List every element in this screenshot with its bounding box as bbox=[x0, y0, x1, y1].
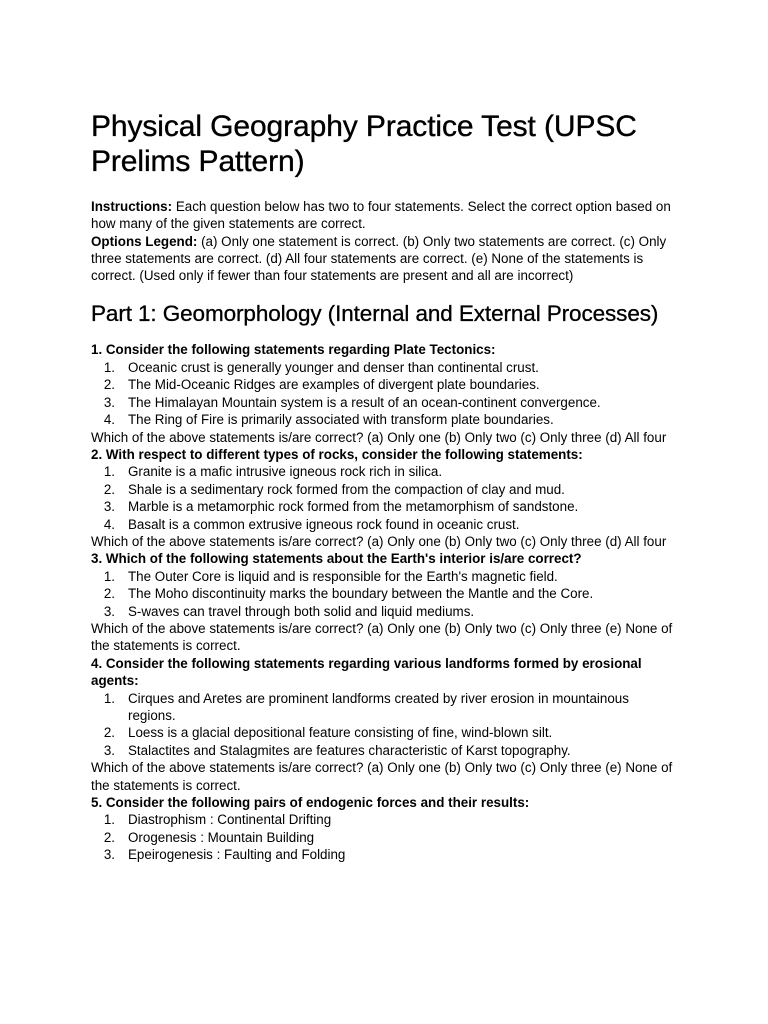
options-legend-text: (a) Only one statement is correct. (b) Only two statements are correct. (c) Only three statements are correct. (d) All four statements are correct. (e) None of the statements is correct. (Used only if fewer than four statements are present and all are incorrect) bbox=[91, 233, 667, 284]
statement-number: 3. bbox=[103, 742, 115, 758]
question-heading: 4. Consider the following statements regarding various landforms formed by erosional agents: bbox=[91, 655, 642, 689]
question-heading: 2. With respect to different types of rocks, consider the following statements: bbox=[91, 446, 583, 462]
statement-number-cell bbox=[91, 516, 128, 533]
statement-list bbox=[91, 463, 678, 533]
statement-number-cell bbox=[91, 481, 128, 498]
statement-item bbox=[91, 463, 678, 480]
instructions-paragraph bbox=[91, 198, 678, 233]
question-block bbox=[91, 550, 678, 654]
statement-text: Orogenesis : Mountain Building bbox=[128, 829, 315, 845]
statement-number: 1. bbox=[103, 812, 115, 828]
statement-item bbox=[91, 568, 678, 585]
statement-text: Cirques and Aretes are prominent landforms created by river erosion in mountainous regions. bbox=[128, 690, 629, 724]
statement-item bbox=[91, 516, 678, 533]
statement-number-cell bbox=[91, 394, 128, 411]
statement-number-cell bbox=[91, 498, 128, 515]
section-title: Part 1: Geomorphology (Internal and External Processes) bbox=[91, 301, 659, 327]
statement-item bbox=[91, 359, 678, 376]
question-block bbox=[91, 655, 678, 794]
statement-text: The Moho discontinuity marks the boundary between the Mantle and the Core. bbox=[128, 586, 594, 602]
statement-number-cell bbox=[91, 359, 128, 376]
statement-text: S-waves can travel through both solid and liquid mediums. bbox=[128, 603, 475, 619]
statement-item bbox=[91, 603, 678, 620]
statement-number: 1. bbox=[103, 359, 115, 375]
instructions-text: Each question below has two to four statements. Select the correct option based on how many of the given statements are correct. bbox=[91, 199, 671, 232]
statement-item bbox=[91, 829, 678, 846]
statement-number: 1. bbox=[103, 464, 115, 480]
statement-number-cell bbox=[91, 690, 128, 707]
question-options-line: Which of the above statements is/are correct? (a) Only one (b) Only two (c) Only three (e) None of the statements is correct. bbox=[91, 620, 673, 654]
statement-text: Granite is a mafic intrusive igneous rock rich in silica. bbox=[128, 464, 443, 480]
statement-text: Diastrophism : Continental Drifting bbox=[128, 812, 332, 828]
options-legend-label: Options Legend: bbox=[91, 233, 198, 249]
statement-text: The Ring of Fire is primarily associated with transform plate boundaries. bbox=[128, 412, 554, 428]
statement-number: 3. bbox=[103, 394, 115, 410]
statement-number: 4. bbox=[103, 516, 115, 532]
statement-text: The Outer Core is liquid and is responsible for the Earth's magnetic field. bbox=[128, 568, 558, 584]
statement-list bbox=[91, 568, 678, 620]
question-list bbox=[91, 341, 678, 863]
statement-text: Stalactites and Stalagmites are features characteristic of Karst topography. bbox=[128, 742, 571, 758]
statement-number: 2. bbox=[103, 725, 115, 741]
statement-number-cell bbox=[91, 829, 128, 846]
statement-item bbox=[91, 498, 678, 515]
statement-number-cell bbox=[91, 724, 128, 741]
statement-item bbox=[91, 481, 678, 498]
intro-block bbox=[91, 198, 678, 284]
statement-list bbox=[91, 811, 678, 863]
statement-number: 2. bbox=[103, 481, 115, 497]
question-options-line: Which of the above statements is/are correct? (a) Only one (b) Only two (c) Only three (e) None of the statements is correct. bbox=[91, 760, 673, 793]
statement-item bbox=[91, 411, 678, 428]
statement-number: 2. bbox=[103, 829, 115, 845]
statement-number-cell bbox=[91, 411, 128, 428]
statement-item bbox=[91, 742, 678, 759]
page-title: Physical Geography Practice Test (UPSC Prelims Pattern) bbox=[91, 110, 637, 178]
statement-item bbox=[91, 376, 678, 393]
statement-text: Epeirogenesis : Faulting and Folding bbox=[128, 847, 346, 863]
statement-number-cell bbox=[91, 585, 128, 602]
statement-number: 3. bbox=[103, 847, 115, 863]
statement-number-cell bbox=[91, 742, 128, 759]
statement-item bbox=[91, 585, 678, 602]
statement-text: Marble is a metamorphic rock formed from the metamorphism of sandstone. bbox=[128, 499, 579, 515]
question-block bbox=[91, 794, 678, 864]
statement-item bbox=[91, 846, 678, 863]
statement-item bbox=[91, 811, 678, 828]
statement-item bbox=[91, 724, 678, 741]
statement-text: Basalt is a common extrusive igneous rock found in oceanic crust. bbox=[128, 516, 520, 532]
statement-number: 3. bbox=[103, 603, 115, 619]
question-options-line: Which of the above statements is/are correct? (a) Only one (b) Only two (c) Only three (d) All four bbox=[91, 429, 667, 445]
question-options-line: Which of the above statements is/are correct? (a) Only one (b) Only two (c) Only three (d) All four bbox=[91, 533, 667, 549]
statement-number: 2. bbox=[103, 377, 115, 393]
statement-text: Loess is a glacial depositional feature consisting of fine, wind-blown silt. bbox=[128, 725, 553, 741]
statement-number: 1. bbox=[103, 568, 115, 584]
question-heading: 3. Which of the following statements about the Earth's interior is/are correct? bbox=[91, 551, 582, 567]
statement-number: 2. bbox=[103, 586, 115, 602]
statement-number-cell bbox=[91, 376, 128, 393]
statement-number-cell bbox=[91, 846, 128, 863]
statement-list bbox=[91, 690, 678, 760]
question-block bbox=[91, 341, 678, 445]
options-legend-paragraph bbox=[91, 233, 678, 285]
statement-number-cell bbox=[91, 568, 128, 585]
statement-text: Oceanic crust is generally younger and denser than continental crust. bbox=[128, 359, 539, 375]
statement-number-cell bbox=[91, 603, 128, 620]
question-heading: 5. Consider the following pairs of endogenic forces and their results: bbox=[91, 795, 530, 811]
statement-list bbox=[91, 359, 678, 429]
statement-item bbox=[91, 394, 678, 411]
statement-item bbox=[91, 690, 678, 725]
question-block bbox=[91, 446, 678, 550]
statement-text: The Mid-Oceanic Ridges are examples of divergent plate boundaries. bbox=[128, 377, 540, 393]
statement-text: The Himalayan Mountain system is a result of an ocean-continent convergence. bbox=[128, 394, 601, 410]
statement-text: Shale is a sedimentary rock formed from the compaction of clay and mud. bbox=[128, 481, 565, 497]
statement-number: 1. bbox=[103, 690, 115, 706]
statement-number-cell bbox=[91, 811, 128, 828]
statement-number: 4. bbox=[103, 412, 115, 428]
instructions-label: Instructions: bbox=[91, 199, 173, 214]
statement-number-cell bbox=[91, 463, 128, 480]
statement-number: 3. bbox=[103, 499, 115, 515]
question-heading: 1. Consider the following statements regarding Plate Tectonics: bbox=[91, 342, 496, 358]
